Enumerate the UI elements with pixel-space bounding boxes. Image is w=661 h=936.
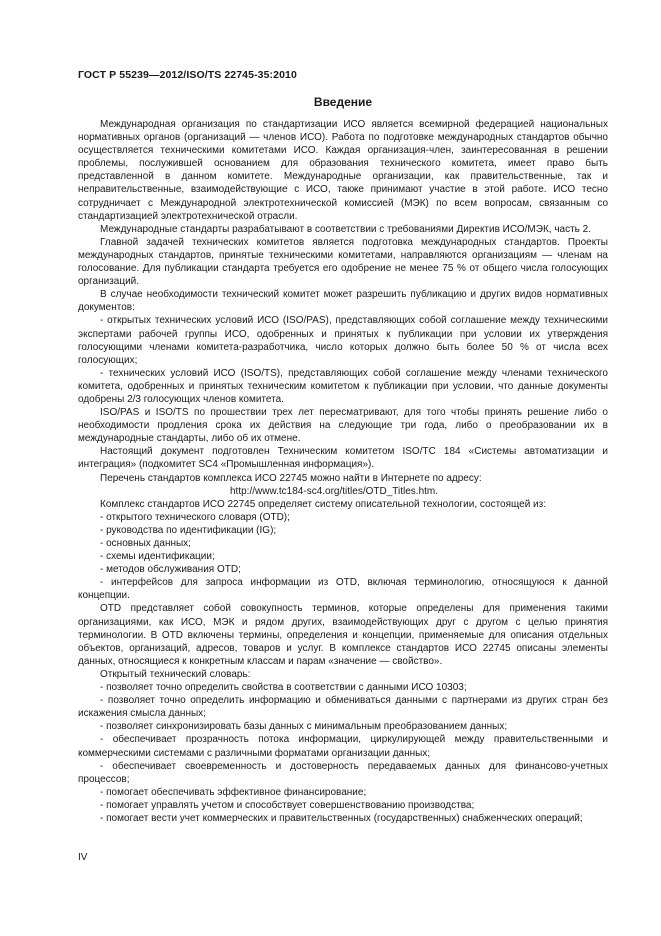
list-item: - основных данных; [100,538,191,549]
paragraph: - открытых технических условий ИСО (ISO/PAS), представляющих собой соглашение между техническими экспертами рабочей группы ИСО, одобренных и принятых к публикации при условии их утверждения голосующими членами комитета-разработчика, число которых должно быть более 50 % от числа всех голосующих; [78,315,608,366]
list-item: - открытого технического словаря (OTD); [100,511,290,523]
paragraph: Комплекс стандартов ИСО 22745 определяет систему описательной технологии, состоящей из: [100,498,547,510]
standard-code-header: ГОСТ Р 55239—2012/ISO/TS 22745-35:2010 [78,69,297,81]
paragraph: Международные стандарты разрабатывают в соответствии с требованиями Директив ИСО/МЭК, часть 2. [100,223,592,235]
paragraph: OTD представляет собой совокупность терминов, которые определены для применения такими организациями, как ИСО, МЭК и рядом других, взаимодействующих друг с другом с целью принятия терминологии. В OTD включены термины, определения и концепции, применяемые для описания отдельных объектов, организаций, адресов, товаров и услуг. В комплексе стандартов ИСО 22745 описаны элементы данных, относящиеся к конкретным классам и парам «значение — свойство». [78,603,608,667]
list-item: - обеспечивает прозрачность потока информации, циркулирующей между правительственными и коммерческими системами с различными форматами организации данных; [78,734,608,759]
list-item: - интерфейсов для запроса информации из OTD, включая терминологию, относящуюся к данной концепции. [78,577,608,602]
section-title: Введение [313,95,373,109]
paragraph: Международная организация по стандартизации ИСО является всемирной федерацией национальных нормативных органов (организаций — членов ИСО). Работа по подготовке международных стандартов обычно осуществляется техническими комитетами ИСО. Каждая организация-член, заинтересованная в решении проблемы, послужившей основанием для образования технического комитета, имеет право быть представленной в данном комитете. Международные организации, как правительственные, так и неправительственные, взаимодействующие с ИСО, также принимают участие в этой работе. ИСО тесно сотрудничает с Международной электротехнической комиссией (МЭК) по всем вопросам, связанным со стандартизацией электротехнической отрасли. [78,119,608,222]
page-number: IV [78,852,88,863]
paragraph: Настоящий документ подготовлен Техническим комитетом ISO/TC 184 «Системы автоматизации и интеграция» (подкомитет SC4 «Промышленная информация»). [78,446,608,471]
list-item: - позволяет синхронизировать базы данных с минимальным преобразованием данных; [100,721,508,733]
paragraph: ISO/PAS и ISO/TS по прошествии трех лет пересматривают, для того чтобы принять решение либо о необходимости продления срока их действия на следующие три года, либо о преобразовании их в международные стандарты, либо об их отмене. [78,407,608,445]
list-item: - помогает обеспечивать эффективное финансирование; [100,786,367,798]
url-link[interactable]: http://www.tc184-sc4.org/titles/OTD_Titles.htm. [230,485,439,497]
list-item: - схемы идентификации; [100,551,215,563]
list-item: - позволяет точно определить информацию и обмениваться данными с партнерами из других стран без искажения смысла данных; [78,695,608,720]
paragraph: Перечень стандартов комплекса ИСО 22745 можно найти в Интернете по адресу: [100,472,482,484]
paragraph: В случае необходимости технический комитет может разрешить публикацию и других видов нормативных документов: [78,289,608,314]
list-item: - руководства по идентификации (IG); [100,524,277,536]
list-item: - обеспечивает своевременность и достоверность передаваемых данных для финансово-учетных процессов; [78,760,608,785]
document-body [78,118,608,825]
paragraph: Главной задачей технических комитетов является подготовка международных стандартов. Проекты международных стандартов, принятые техническими комитетами, направляются организациям — членам на голосование. Для публикации стандарта требуется его одобрение не менее 75 % от общего числа голосующих организаций. [78,236,608,288]
paragraph: - технических условий ИСО (ISO/TS), представляющих собой соглашение между членами технического комитета, одобренных и принятых техническим комитетом к публикации при условии, что данные документы одобрены 2/3 голосующих членов комитета. [78,367,608,405]
paragraph: Открытый технический словарь: [100,668,251,680]
list-item: - помогает вести учет коммерческих и правительственных (государственных) снабженческих операций; [100,812,583,824]
list-item: - методов обслуживания OTD; [100,564,241,576]
list-item: - помогает управлять учетом и способствует совершенствованию производства; [100,799,475,811]
list-item: - позволяет точно определить свойства в соответствии с данными ИСО 10303; [100,682,467,694]
